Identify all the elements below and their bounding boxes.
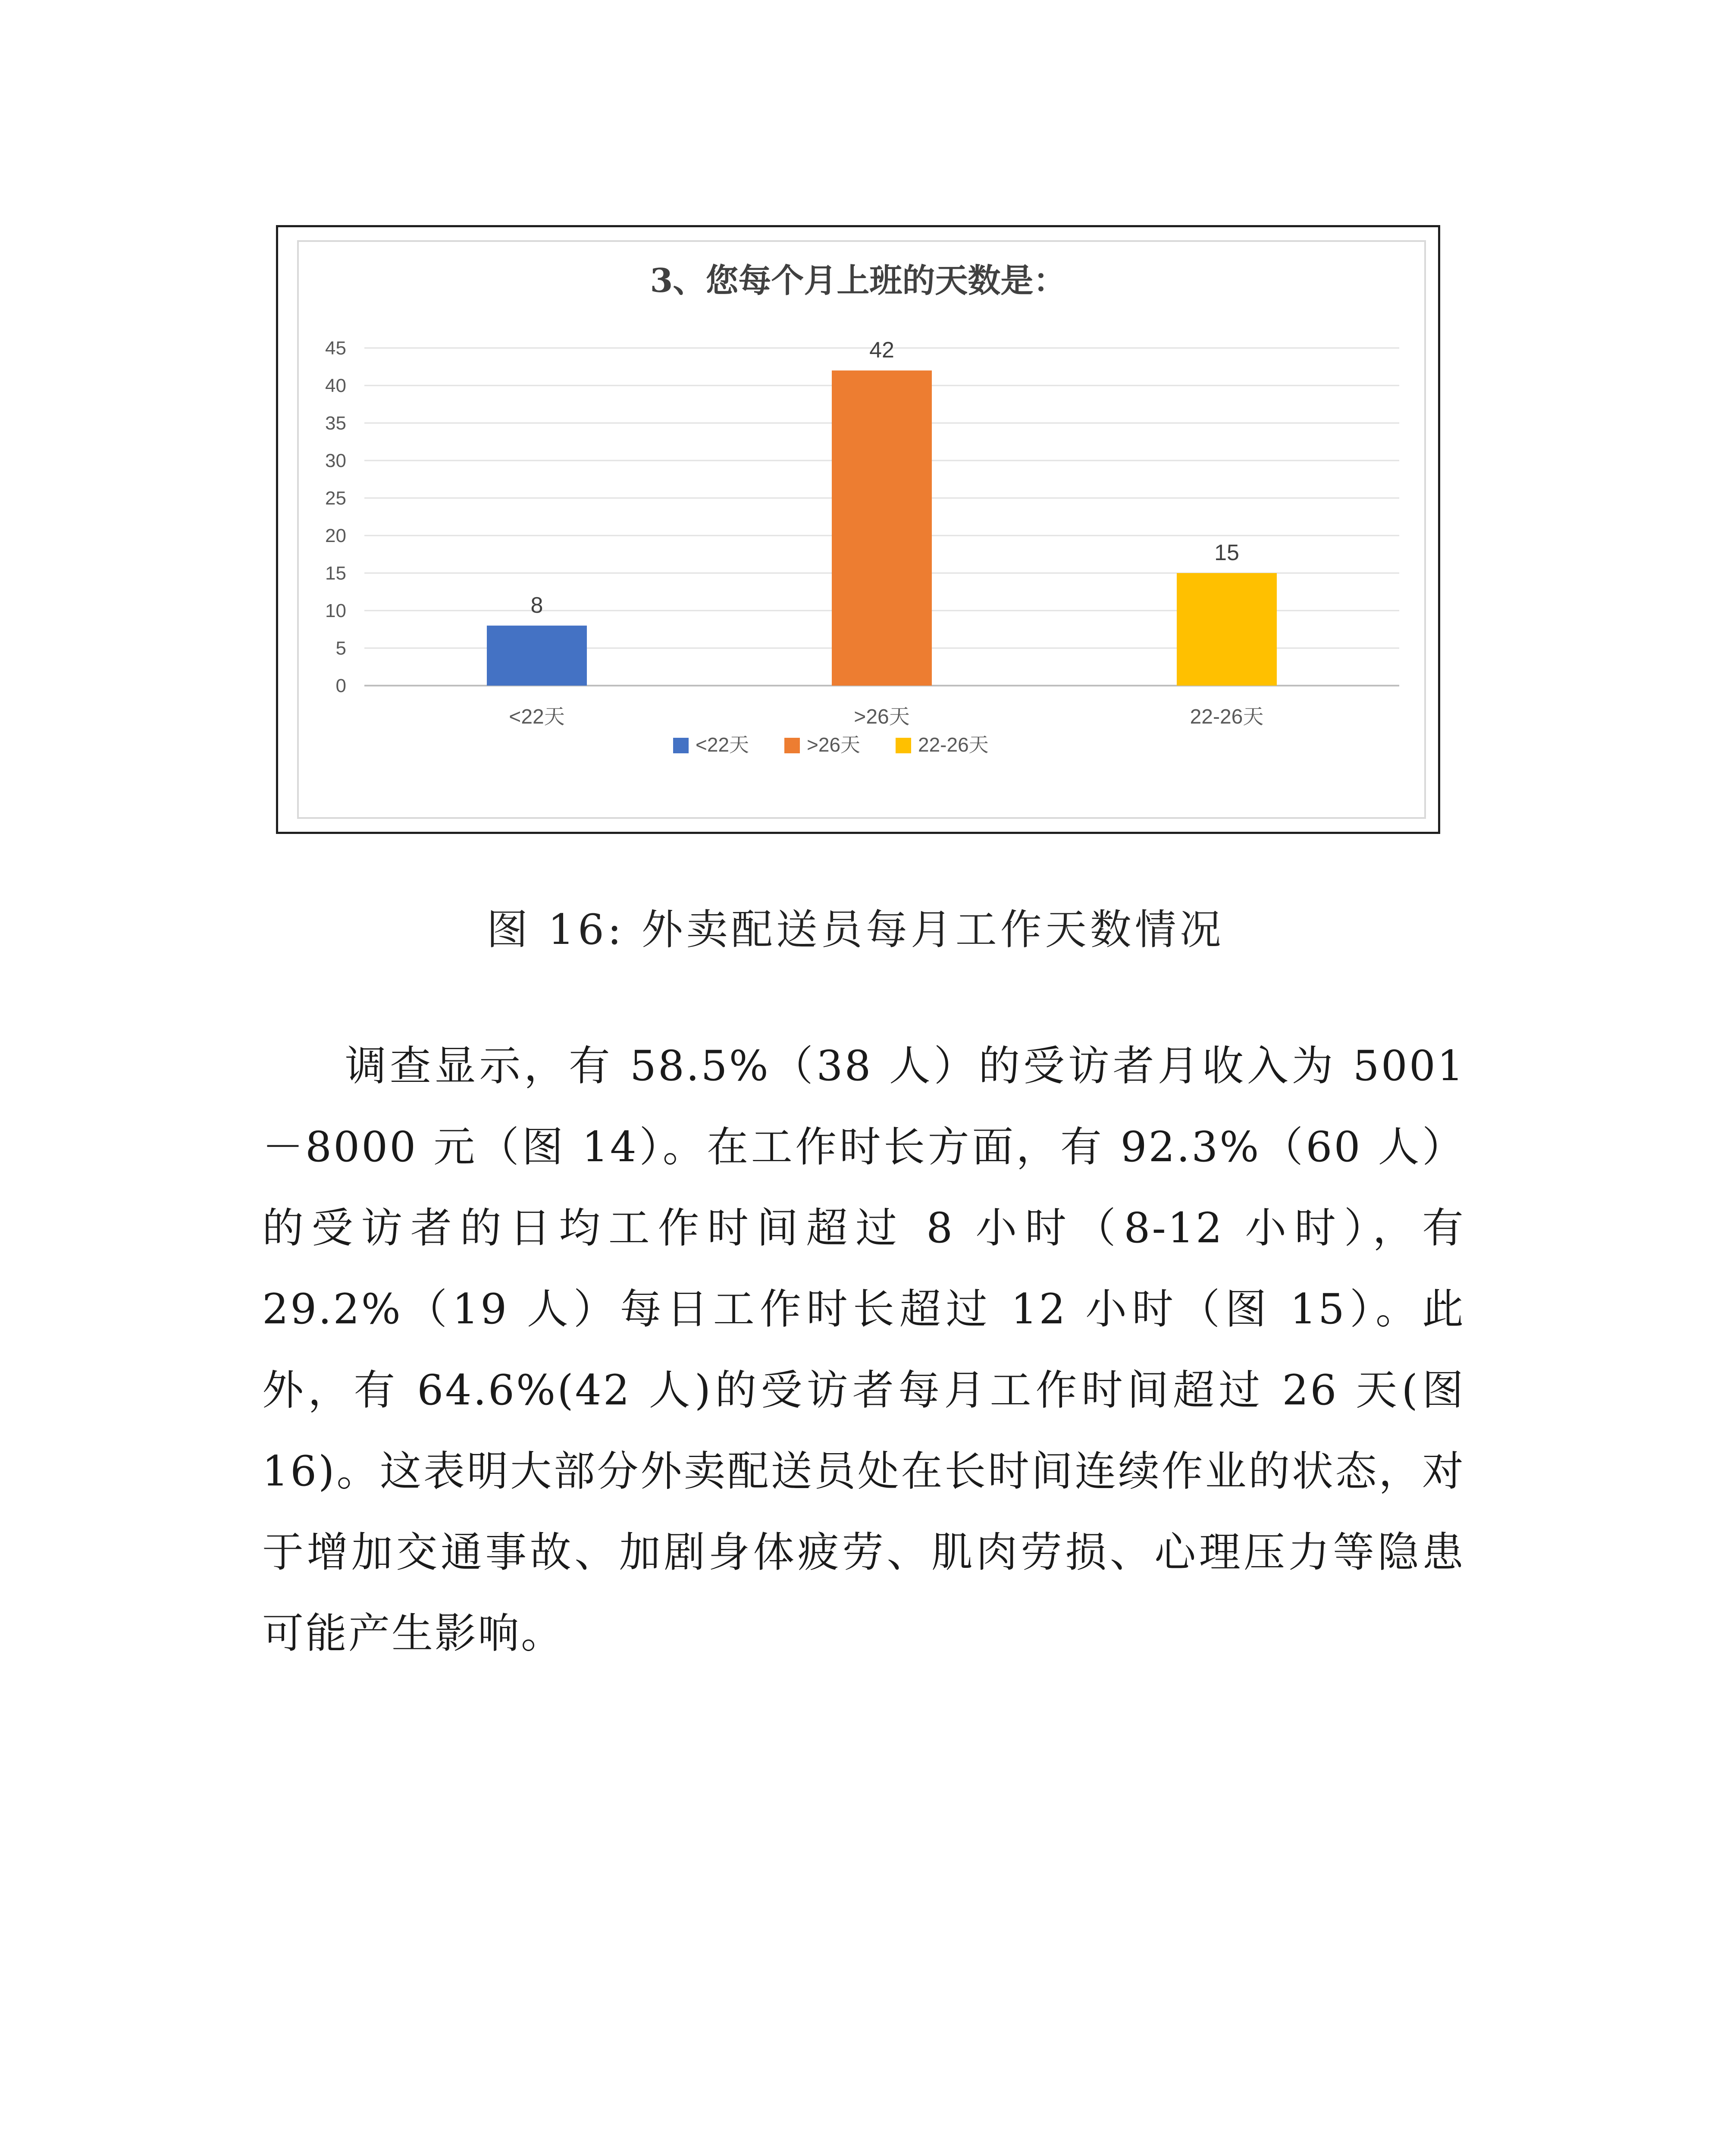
x-tick-label: <22天 [509, 705, 565, 728]
y-tick-label: 30 [325, 450, 346, 471]
y-tick-label: 10 [325, 600, 346, 621]
data-label: 15 [1214, 540, 1239, 565]
data-label: 42 [869, 338, 894, 363]
bar [832, 370, 932, 686]
bar [1177, 573, 1277, 686]
body-paragraph: 调查显示，有 58.5%（38 人）的受访者月收入为 5001－8000 元（图 14）。在工作时长方面，有 92.3%（60 人）的受访者的日均工作时间超过 8 小时（8-12 小时），有 29.2%（19 人）每日工作时长超过 12 小时（图 15）。此外，有 64.6%(42 人)的受访者每月工作时间超过 26 天(图 16)。这表明大部分外卖配送员处在长时间连续作业的状态，对于增加交通事故、加剧身体疲劳、肌肉劳损、心理压力等隐患可能产生影响。 [262, 1042, 1465, 1658]
legend-swatch [673, 738, 689, 753]
x-tick-label: >26天 [854, 705, 910, 728]
bar-chart [278, 227, 1438, 832]
y-tick-label: 0 [335, 675, 346, 696]
data-label: 8 [530, 592, 543, 618]
y-tick-label: 20 [325, 525, 346, 546]
chart-frame [276, 225, 1440, 834]
legend-swatch [784, 738, 800, 753]
y-tick-label: 45 [325, 338, 346, 359]
chart-title: 3、您每个月上班的天数是： [650, 261, 1066, 300]
legend-label: >26天 [807, 733, 861, 756]
legend-label: <22天 [696, 733, 749, 756]
x-tick-label: 22-26天 [1190, 705, 1264, 728]
y-tick-label: 40 [325, 375, 346, 396]
figure-caption: 图 16: 外卖配送员每月工作天数情况 [486, 906, 1225, 954]
legend-swatch [896, 738, 911, 753]
legend-label: 22-26天 [918, 733, 989, 756]
bar [487, 626, 587, 686]
y-tick-label: 15 [325, 563, 346, 584]
y-tick-label: 5 [335, 638, 346, 659]
y-tick-label: 25 [325, 488, 346, 509]
y-tick-label: 35 [325, 413, 346, 434]
